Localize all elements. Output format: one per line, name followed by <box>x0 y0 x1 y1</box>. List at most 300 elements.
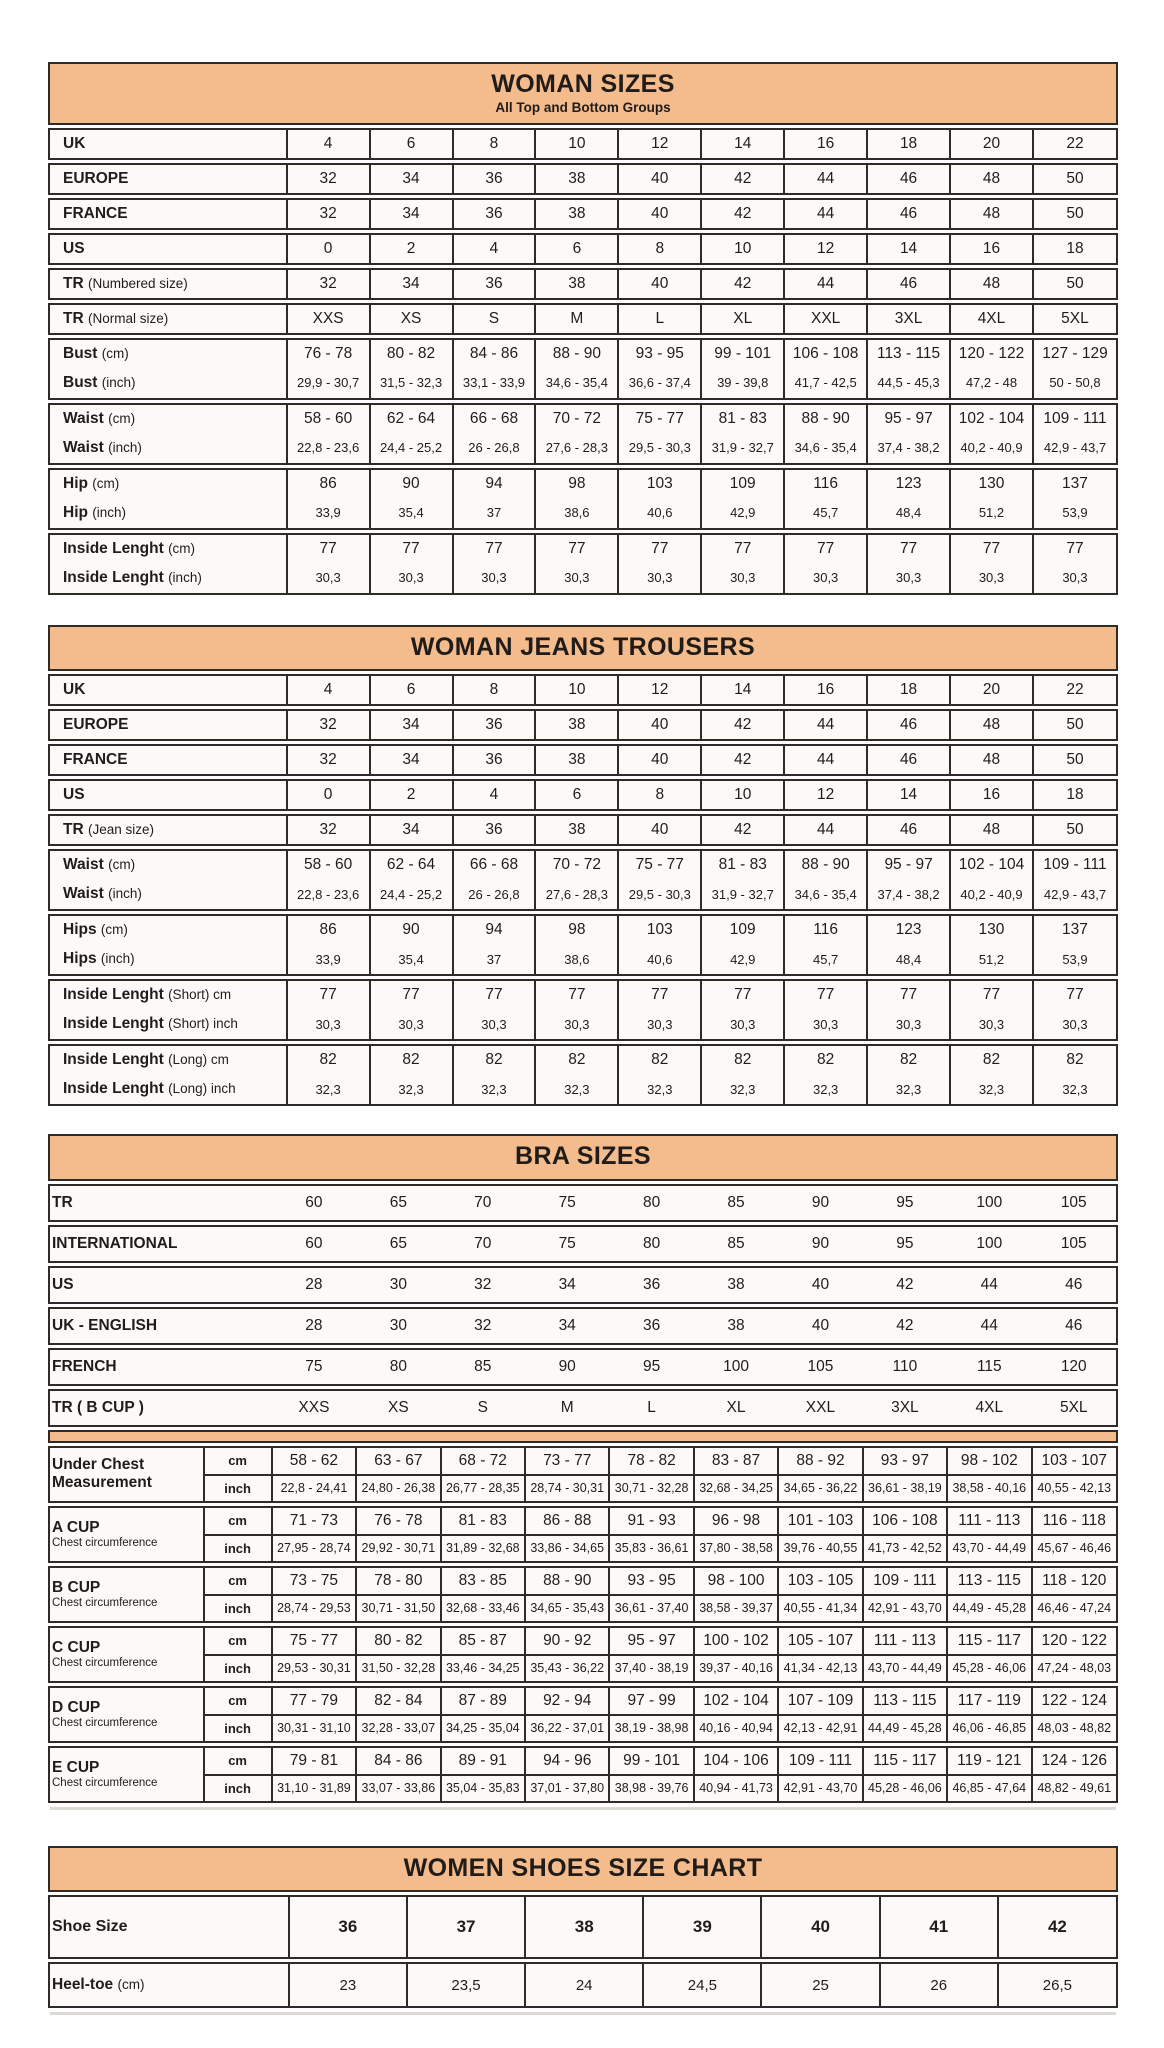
size-cell: 48,82 - 49,61 <box>1032 1775 1116 1801</box>
size-cell: 48 <box>950 816 1033 844</box>
size-cell: 35,04 - 35,83 <box>441 1775 525 1801</box>
size-cell: 85 <box>727 1193 745 1211</box>
size-cell: 124 - 126 <box>1032 1748 1116 1775</box>
size-cell: 48,4 <box>867 498 950 528</box>
row-label-text: EUROPE <box>63 716 129 733</box>
table-row <box>50 781 1116 809</box>
size-cell: 30 <box>389 1316 407 1334</box>
row-label <box>50 1046 287 1074</box>
size-cell: 79 - 81 <box>272 1748 356 1775</box>
cup-label-text: C CUP <box>52 1638 101 1656</box>
row-label-text: Shoe Size <box>52 1918 128 1935</box>
size-cell: 47,24 - 48,03 <box>1032 1655 1116 1681</box>
table-row <box>50 498 1116 528</box>
size-cell: 30,3 <box>370 1009 453 1039</box>
row-label-detail: (cm) <box>168 540 196 556</box>
size-cell: 23 <box>289 1964 407 2006</box>
size-cell: 95 - 97 <box>609 1628 693 1655</box>
size-cell: 71 - 73 <box>272 1508 356 1535</box>
size-cell: 46 <box>867 816 950 844</box>
size-cell: 28 <box>305 1275 323 1293</box>
size-cell: 105 <box>1060 1234 1087 1252</box>
size-cell: 8 <box>453 676 536 704</box>
size-cell: 58 - 62 <box>272 1448 356 1475</box>
table-row-group <box>48 744 1118 776</box>
size-cell: 46,85 - 47,64 <box>947 1775 1031 1801</box>
row-label-text: TR <box>63 821 84 838</box>
size-cell: 75 - 77 <box>618 405 701 433</box>
row-label-detail: (Jean size) <box>87 822 155 837</box>
unit-label: inch <box>204 1535 272 1561</box>
size-cell: 45,28 - 46,06 <box>863 1775 947 1801</box>
size-cell: 34,25 - 35,04 <box>441 1715 525 1741</box>
size-cell: 40,2 - 40,9 <box>950 433 1033 463</box>
size-cell: 42,91 - 43,70 <box>863 1595 947 1621</box>
size-cell: 40 <box>618 711 701 739</box>
table-row-group <box>48 128 1118 160</box>
row-label <box>50 1227 272 1261</box>
table-row-group <box>48 1225 1118 1263</box>
size-cell: 38 <box>535 816 618 844</box>
table-row <box>50 405 1116 433</box>
table-row <box>50 981 1116 1009</box>
row-label-text: Hip <box>63 474 88 492</box>
table-row <box>50 1475 1116 1501</box>
size-cell: 3XL <box>891 1398 919 1416</box>
unit-label: inch <box>204 1775 272 1801</box>
size-cell: 18 <box>1033 235 1116 263</box>
size-cell: 107 - 109 <box>778 1688 862 1715</box>
row-label <box>50 165 287 193</box>
size-cell: 42 <box>701 711 784 739</box>
unit-label: cm <box>204 1508 272 1535</box>
size-cell: 18 <box>1033 781 1116 809</box>
bra-cup-section <box>48 1686 1118 1743</box>
row-label <box>50 563 287 593</box>
size-cell: 50 <box>1033 270 1116 298</box>
size-cell: 40,2 - 40,9 <box>950 879 1033 909</box>
size-cell: 6 <box>370 130 453 158</box>
size-cell: 33,1 - 33,9 <box>453 368 536 398</box>
size-cell: 36 <box>453 200 536 228</box>
size-cell: 90 <box>558 1357 576 1375</box>
cup-section-label <box>50 1568 204 1621</box>
size-cell: 82 <box>370 1046 453 1074</box>
table-row <box>50 433 1116 463</box>
size-cell: 37,4 - 38,2 <box>867 433 950 463</box>
size-cell: 38,6 <box>535 944 618 974</box>
size-cell: 45,28 - 46,06 <box>947 1655 1031 1681</box>
size-cell: 44,5 - 45,3 <box>867 368 950 398</box>
size-cell: L <box>647 1398 656 1416</box>
size-cell: 37 <box>453 944 536 974</box>
size-cell: 10 <box>535 676 618 704</box>
size-cell: 47,2 - 48 <box>950 368 1033 398</box>
row-label-text: FRANCE <box>63 204 128 222</box>
bra-sizes-title: BRA SIZES <box>514 1142 652 1170</box>
size-cell: 14 <box>867 235 950 263</box>
size-cell: 36 <box>453 165 536 193</box>
size-cell: S <box>453 305 536 333</box>
row-label <box>50 1309 272 1343</box>
size-cell: 41,7 - 42,5 <box>784 368 867 398</box>
cup-section-label <box>50 1508 204 1561</box>
table-row-group <box>48 403 1118 465</box>
table-row <box>50 711 1116 739</box>
size-cell: 77 <box>453 535 536 563</box>
size-cell: 95 <box>642 1357 661 1375</box>
size-cell: 99 - 101 <box>701 340 784 368</box>
cup-label-detail: Chest circumference <box>52 1597 158 1610</box>
size-cell: 80 <box>642 1193 661 1211</box>
size-cell: 30,3 <box>287 563 370 593</box>
row-label <box>50 851 287 879</box>
table-row <box>50 368 1116 398</box>
women-shoes-title: WOMEN SHOES SIZE CHART <box>403 1853 763 1882</box>
size-cell: 50 <box>1033 200 1116 228</box>
woman-jeans-title-band <box>48 625 1118 672</box>
size-cell: 73 - 77 <box>525 1448 609 1475</box>
row-label <box>50 405 287 433</box>
size-cell: 20 <box>950 130 1033 158</box>
size-cell: 40 <box>618 200 701 228</box>
size-cell: 34 <box>370 165 453 193</box>
size-cell: 30,3 <box>867 1009 950 1039</box>
table-row <box>50 944 1116 974</box>
table-row-group <box>48 468 1118 530</box>
size-cell: 103 <box>618 916 701 944</box>
size-cell: 37,4 - 38,2 <box>867 879 950 909</box>
size-cell: 48,03 - 48,82 <box>1032 1715 1116 1741</box>
row-label <box>50 916 287 944</box>
size-cell: 35,4 <box>370 944 453 974</box>
size-cell: 30,3 <box>867 563 950 593</box>
size-cell: 34,6 - 35,4 <box>535 368 618 398</box>
size-cell: 88 - 90 <box>535 340 618 368</box>
row-label-text: Inside Lenght <box>63 1080 164 1097</box>
size-cell: 30 <box>389 1275 407 1293</box>
table-row-group <box>48 914 1118 976</box>
row-label-text: Inside Lenght <box>63 1051 164 1068</box>
size-cell: 106 - 108 <box>863 1508 947 1535</box>
table-row-group <box>48 1184 1118 1222</box>
size-cell: 40,6 <box>618 944 701 974</box>
size-cell: M <box>535 305 618 333</box>
table-row <box>50 851 1116 879</box>
size-cell: 8 <box>453 130 536 158</box>
size-cell: 33,46 - 34,25 <box>441 1655 525 1681</box>
size-cell: 77 <box>618 535 701 563</box>
size-cell: 48 <box>950 746 1033 774</box>
size-cell: 42 <box>701 165 784 193</box>
row-label-detail: (inch) <box>101 374 136 390</box>
size-cell: 34 <box>370 270 453 298</box>
size-cell: 111 - 113 <box>947 1508 1031 1535</box>
size-cell: 38 <box>535 746 618 774</box>
size-cell: 127 - 129 <box>1033 340 1116 368</box>
size-cell: 113 - 115 <box>947 1568 1031 1595</box>
size-cell: 82 <box>287 1046 370 1074</box>
size-cell: 34,6 - 35,4 <box>784 879 867 909</box>
table-row-group <box>48 979 1118 1041</box>
size-cell: 22 <box>1033 676 1116 704</box>
size-cell: 38 <box>727 1275 745 1293</box>
size-cell: 109 <box>701 916 784 944</box>
row-label-detail: (Long) inch <box>168 1081 236 1096</box>
size-cell: 77 <box>784 981 867 1009</box>
size-cell: 39 - 39,8 <box>701 368 784 398</box>
table-row <box>50 1448 1116 1475</box>
size-cell: 42,9 - 43,7 <box>1033 879 1116 909</box>
size-cell: 32 <box>474 1275 492 1293</box>
table-row <box>50 1391 1116 1425</box>
size-cell: 50 <box>1033 746 1116 774</box>
size-cell: 100 <box>976 1234 1003 1252</box>
size-cell: 83 - 87 <box>694 1448 778 1475</box>
size-cell: 36 <box>453 746 536 774</box>
size-cell: 42 <box>998 1897 1116 1957</box>
size-cell: 76 - 78 <box>356 1508 440 1535</box>
size-cell: 34,65 - 36,22 <box>778 1475 862 1501</box>
row-label-detail: (inch) <box>108 439 142 455</box>
row-label <box>50 130 287 158</box>
size-cell: 30,3 <box>784 563 867 593</box>
size-cell: 95 <box>896 1234 914 1252</box>
size-cell: 100 <box>723 1357 749 1375</box>
size-cell: 12 <box>618 676 701 704</box>
size-cell: 32,3 <box>701 1074 784 1104</box>
bra-sizes-title-band <box>48 1134 1118 1181</box>
size-cell: 85 - 87 <box>441 1628 525 1655</box>
row-label <box>50 711 287 739</box>
size-cell: 33,07 - 33,86 <box>356 1775 440 1801</box>
size-cell: 31,10 - 31,89 <box>272 1775 356 1801</box>
size-cell: 28 <box>305 1316 323 1334</box>
row-label-text: US <box>63 239 85 257</box>
size-cell: 58 - 60 <box>287 851 370 879</box>
size-cell: 77 <box>784 535 867 563</box>
size-cell: 68 - 72 <box>441 1448 525 1475</box>
size-cell: 28,74 - 30,31 <box>525 1475 609 1501</box>
size-cell: 53,9 <box>1033 498 1116 528</box>
size-cell: 50 <box>1033 711 1116 739</box>
table-row <box>50 1748 1116 1775</box>
size-cell: 42,91 - 43,70 <box>778 1775 862 1801</box>
size-cell: 44 <box>784 200 867 228</box>
size-cell: 77 <box>618 981 701 1009</box>
size-cell: 32,3 <box>535 1074 618 1104</box>
cup-label-detail: Chest circumference <box>52 1717 158 1730</box>
bra-cup-section <box>48 1506 1118 1563</box>
size-cell: 122 - 124 <box>1032 1688 1116 1715</box>
women-shoes-table <box>48 1846 1118 2016</box>
size-cell: 137 <box>1033 470 1116 498</box>
size-cell: XXL <box>805 1398 836 1416</box>
table-row-group <box>48 1962 1118 2008</box>
size-cell: 80 <box>642 1234 661 1252</box>
size-cell: 46 <box>1065 1316 1083 1334</box>
row-label-detail: (Long) cm <box>168 1052 229 1067</box>
row-label <box>50 498 287 528</box>
size-cell: 38 <box>535 200 618 228</box>
size-cell: 32,3 <box>867 1074 950 1104</box>
size-cell: 24 <box>525 1964 643 2006</box>
size-cell: 30,71 - 31,50 <box>356 1595 440 1621</box>
row-label <box>50 433 287 463</box>
row-label-detail: (cm) <box>117 1977 145 1992</box>
table-row <box>50 535 1116 563</box>
size-cell: 113 - 115 <box>863 1688 947 1715</box>
size-cell: 4 <box>453 781 536 809</box>
table-row <box>50 1688 1116 1715</box>
size-cell: 42,9 <box>701 498 784 528</box>
size-cell: 95 - 97 <box>867 851 950 879</box>
size-cell: 60 <box>305 1193 323 1211</box>
row-label <box>50 781 287 809</box>
bra-sizes-table <box>48 1134 1118 1810</box>
size-cell: XL <box>701 305 784 333</box>
size-cell: 32,68 - 33,46 <box>441 1595 525 1621</box>
size-cell: 10 <box>701 235 784 263</box>
table-row <box>50 676 1116 704</box>
size-cell: 90 <box>370 916 453 944</box>
size-cell: 95 <box>896 1193 914 1211</box>
size-cell: 75 - 77 <box>618 851 701 879</box>
size-cell: 90 <box>811 1234 830 1252</box>
size-cell: 32 <box>287 270 370 298</box>
size-cell: 46 <box>867 746 950 774</box>
size-cell: 84 - 86 <box>453 340 536 368</box>
table-row <box>50 1186 1116 1220</box>
row-label-text: Heel-toe <box>52 1976 114 1993</box>
size-cell: XL <box>726 1398 746 1416</box>
size-cell: 46 <box>867 711 950 739</box>
size-cell: 123 <box>867 470 950 498</box>
row-label <box>50 1350 272 1384</box>
size-cell: 44 <box>784 746 867 774</box>
size-cell: 38,58 - 39,37 <box>694 1595 778 1621</box>
size-cell: 22,8 - 23,6 <box>287 879 370 909</box>
size-cell: XS <box>370 305 453 333</box>
size-cell: 109 - 111 <box>863 1568 947 1595</box>
size-cell: XXS <box>298 1398 330 1416</box>
size-cell: 34,65 - 35,43 <box>525 1595 609 1621</box>
table-row-group <box>48 1307 1118 1345</box>
row-label <box>50 879 287 909</box>
woman-jeans-table <box>48 625 1118 1107</box>
row-label <box>50 676 287 704</box>
size-cell: 32 <box>287 711 370 739</box>
row-label-text: FRANCE <box>63 751 128 768</box>
bra-cup-section <box>48 1746 1118 1803</box>
size-cell: 116 <box>784 916 867 944</box>
size-cell: 77 <box>287 535 370 563</box>
size-cell: 50 <box>1033 816 1116 844</box>
size-cell: 44 <box>784 816 867 844</box>
size-cell: 115 - 117 <box>947 1628 1031 1655</box>
size-cell: 77 <box>535 981 618 1009</box>
row-label-text: Inside Lenght <box>63 539 164 557</box>
row-label <box>50 816 287 844</box>
table-row-group <box>48 233 1118 265</box>
size-cell: 75 <box>558 1234 576 1252</box>
size-cell: 94 <box>453 470 536 498</box>
size-cell: 93 - 95 <box>618 340 701 368</box>
size-cell: 6 <box>370 676 453 704</box>
row-label-text: Hips <box>63 950 97 967</box>
row-label-text: Hip <box>63 503 88 521</box>
size-cell: 31,9 - 32,7 <box>701 879 784 909</box>
table-row-group <box>48 198 1118 230</box>
size-cell: 45,7 <box>784 944 867 974</box>
size-cell: 23,5 <box>407 1964 525 2006</box>
size-cell: 103 - 107 <box>1032 1448 1116 1475</box>
size-cell: 18 <box>867 676 950 704</box>
size-cell: S <box>477 1398 488 1416</box>
size-cell: 31,5 - 32,3 <box>370 368 453 398</box>
size-cell: 91 - 93 <box>609 1508 693 1535</box>
size-cell: 36 <box>642 1275 661 1293</box>
size-cell: 117 - 119 <box>947 1688 1031 1715</box>
size-cell: 44,49 - 45,28 <box>863 1715 947 1741</box>
size-cell: 35,4 <box>370 498 453 528</box>
size-cell: 70 - 72 <box>535 405 618 433</box>
size-cell: 12 <box>618 130 701 158</box>
size-cell: 116 - 118 <box>1032 1508 1116 1535</box>
table-row <box>50 1227 1116 1261</box>
row-label-detail: (cm) <box>92 475 120 491</box>
table-row <box>50 270 1116 298</box>
size-cell: 34 <box>370 711 453 739</box>
size-cell: 26,5 <box>998 1964 1116 2006</box>
size-cell: 77 <box>701 981 784 1009</box>
size-cell: 16 <box>784 676 867 704</box>
row-label <box>50 1186 272 1220</box>
size-cell: 85 <box>727 1234 745 1252</box>
size-cell: 36,22 - 37,01 <box>525 1715 609 1741</box>
row-label-text: Inside Lenght <box>63 568 164 586</box>
size-cell: 31,50 - 32,28 <box>356 1655 440 1681</box>
size-cell: 30,31 - 31,10 <box>272 1715 356 1741</box>
size-cell: 6 <box>535 781 618 809</box>
cup-label-text: Under Chest Measurement <box>52 1456 152 1491</box>
table-row <box>50 1568 1116 1595</box>
size-cell: 0 <box>287 235 370 263</box>
table-row <box>50 1046 1116 1074</box>
size-cell: 40 <box>618 816 701 844</box>
table-row <box>50 1964 1116 2006</box>
bra-cup-section <box>48 1446 1118 1503</box>
size-cell: 103 - 105 <box>778 1568 862 1595</box>
size-cell: 20 <box>950 676 1033 704</box>
row-label <box>50 368 287 398</box>
unit-label: inch <box>204 1475 272 1501</box>
table-row-group <box>48 1044 1118 1106</box>
woman-sizes-title: WOMAN SIZES <box>491 70 675 98</box>
table-row <box>50 200 1116 228</box>
size-cell: 40 <box>618 746 701 774</box>
size-cell: 36 <box>453 270 536 298</box>
size-cell: 33,86 - 34,65 <box>525 1535 609 1561</box>
size-cell: 41 <box>880 1897 998 1957</box>
size-cell: 50 <box>1033 165 1116 193</box>
size-cell: 110 <box>892 1357 918 1375</box>
size-cell: 34,6 - 35,4 <box>784 433 867 463</box>
table-row <box>50 305 1116 333</box>
size-cell: 81 - 83 <box>701 405 784 433</box>
size-cell: M <box>560 1398 574 1416</box>
size-cell: 44 <box>980 1316 998 1334</box>
